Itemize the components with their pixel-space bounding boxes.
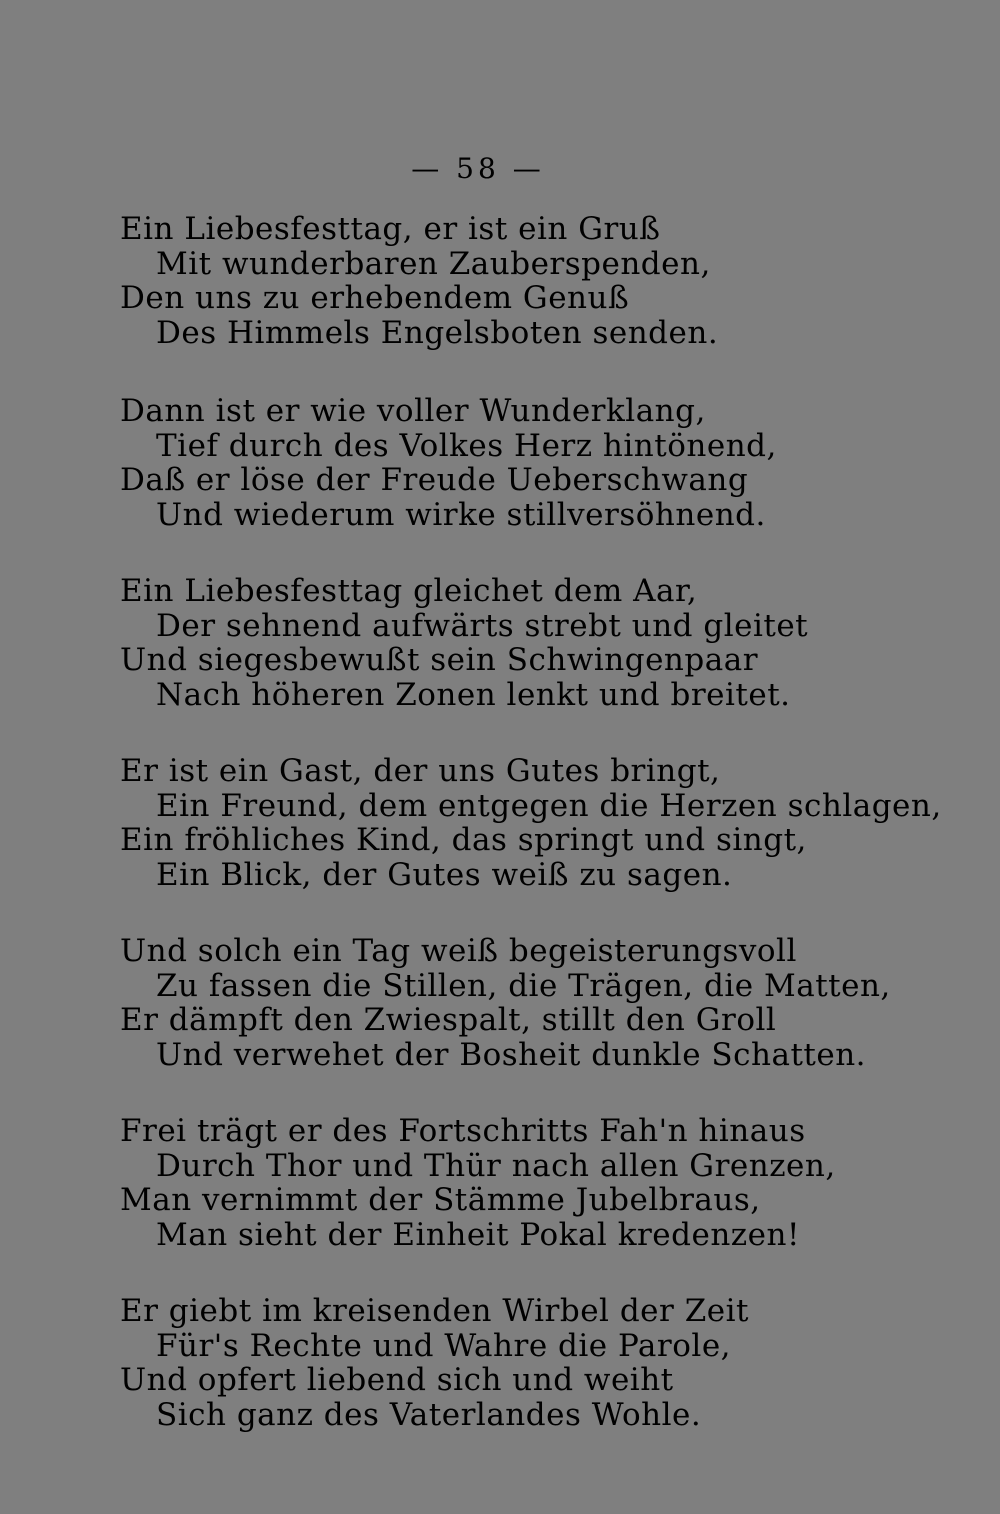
- stanza: [120, 574, 880, 712]
- poem-line: Ein fröhliches Kind, das springt und singt,: [120, 822, 807, 858]
- poem-line: Sich ganz des Vaterlandes Wohle.: [156, 1396, 702, 1433]
- stanza: [120, 394, 880, 532]
- poem-line: Dann ist er wie voller Wunderklang,: [120, 393, 706, 429]
- stanza: [120, 933, 891, 1073]
- poem-line: Tief durch des Volkes Herz hintönend,: [156, 427, 777, 464]
- poem-line: Ein Liebesfesttag, er ist ein Gruß: [120, 211, 661, 247]
- poem-line: Er dämpft den Zwiespalt, stillt den Groll: [120, 1002, 777, 1038]
- poem-line: Ein Freund, dem entgegen die Herzen schlagen,: [156, 787, 942, 824]
- poem-line: Daß er löse der Freude Ueberschwang: [120, 462, 749, 498]
- poem-line: Und opfert liebend sich und weiht: [120, 1362, 674, 1398]
- poem-line: Ein Blick, der Gutes weiß zu sagen.: [156, 856, 733, 893]
- stanza: [120, 1114, 880, 1252]
- poem-line: Er giebt im kreisenden Wirbel der Zeit: [120, 1293, 749, 1329]
- poem-line: Den uns zu erhebendem Genuß: [120, 280, 630, 316]
- stanza: [120, 753, 942, 893]
- poem-line: Man sieht der Einheit Pokal kredenzen!: [156, 1216, 800, 1253]
- poem-line: Er ist ein Gast, der uns Gutes bringt,: [120, 753, 721, 789]
- poem-line: Des Himmels Engelsboten senden.: [156, 314, 719, 351]
- poem-line: Zu fassen die Stillen, die Trägen, die Matten,: [156, 967, 891, 1004]
- page-number-text: — 58 —: [411, 152, 545, 185]
- stanza: [120, 212, 880, 350]
- poem-line: Frei trägt er des Fortschritts Fah'n hinaus: [120, 1113, 806, 1149]
- page-number: [0, 152, 1000, 185]
- poem-line: Und verwehet der Bosheit dunkle Schatten.: [156, 1036, 867, 1073]
- poem-line: Ein Liebesfesttag gleichet dem Aar,: [120, 573, 698, 609]
- poem-line: Nach höheren Zonen lenkt und breitet.: [156, 676, 791, 713]
- poem-line: Und wiederum wirke stillversöhnend.: [156, 496, 766, 533]
- poem-line: Mit wunderbaren Zauberspenden,: [156, 245, 711, 282]
- poem-line: Man vernimmt der Stämme Jubelbraus,: [120, 1182, 761, 1218]
- poem-line: Der sehnend aufwärts strebt und gleitet: [156, 607, 809, 644]
- poem-line: Und siegesbewußt sein Schwingenpaar: [120, 642, 759, 678]
- stanza: [120, 1294, 880, 1432]
- poem: [120, 211, 942, 1474]
- poem-line: Durch Thor und Thür nach allen Grenzen,: [156, 1147, 836, 1184]
- poem-line: Für's Rechte und Wahre die Parole,: [156, 1327, 732, 1364]
- poem-line: Und solch ein Tag weiß begeisterungsvoll: [120, 933, 797, 969]
